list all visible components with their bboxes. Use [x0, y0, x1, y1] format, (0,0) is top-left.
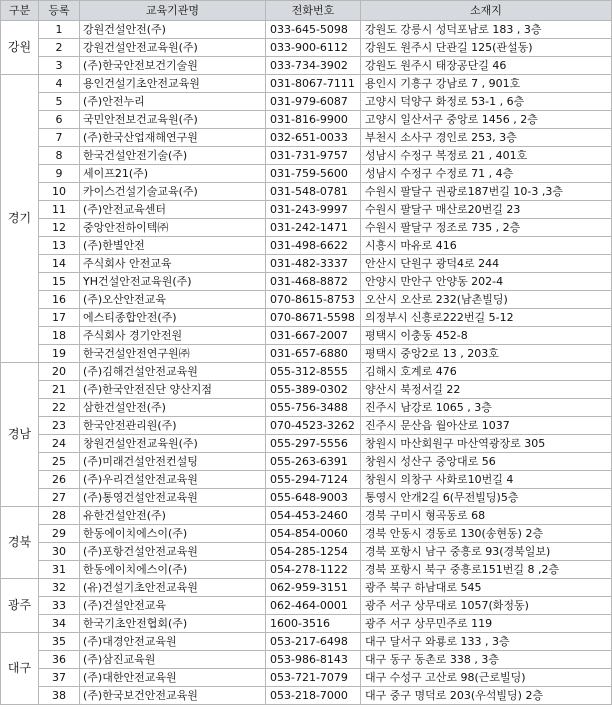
table-row	[1, 561, 612, 579]
region-cell: 경남	[1, 363, 39, 507]
institution-name-cell: 삼한건설안전(주)	[80, 399, 266, 417]
registration-no-cell: 16	[39, 291, 80, 309]
address-cell: 대구 수성구 고산로 98(근로빌딩)	[361, 669, 612, 687]
address-cell: 강원도 강릉시 성덕포남로 183 , 3층	[361, 21, 612, 39]
phone-cell: 031-8067-7111	[266, 75, 361, 93]
table-row	[1, 309, 612, 327]
address-cell: 창원시 성산구 중앙대로 56	[361, 453, 612, 471]
address-cell: 고양시 덕양구 화정로 53-1 , 6층	[361, 93, 612, 111]
address-cell: 시흥시 마유로 416	[361, 237, 612, 255]
institution-name-cell: (주)한별안전	[80, 237, 266, 255]
registration-no-cell: 27	[39, 489, 80, 507]
institution-name-cell: YH건설안전교육원(주)	[80, 273, 266, 291]
address-cell: 창원시 의창구 사화로10번길 4	[361, 471, 612, 489]
phone-cell: 031-731-9757	[266, 147, 361, 165]
address-cell: 성남시 수정구 수정로 71 , 4층	[361, 165, 612, 183]
address-cell: 성남시 수정구 복정로 21 , 401호	[361, 147, 612, 165]
phone-cell: 033-900-6112	[266, 39, 361, 57]
institution-name-cell: 한국기초안전협회(주)	[80, 615, 266, 633]
institution-name-cell: 카이스건설기술교육(주)	[80, 183, 266, 201]
phone-cell: 031-979-6087	[266, 93, 361, 111]
phone-cell: 032-651-0033	[266, 129, 361, 147]
institution-name-cell: (주)한국안전진단 양산지점	[80, 381, 266, 399]
region-cell: 대구	[1, 633, 39, 705]
institution-name-cell: 한국건설안전기술(주)	[80, 147, 266, 165]
phone-cell: 055-648-9003	[266, 489, 361, 507]
institution-name-cell: (주)포항건설안전교육원	[80, 543, 266, 561]
institution-name-cell: (주)우리건설안전교육원	[80, 471, 266, 489]
registration-no-cell: 36	[39, 651, 80, 669]
registration-no-cell: 26	[39, 471, 80, 489]
registration-no-cell: 34	[39, 615, 80, 633]
table-row	[1, 651, 612, 669]
registration-no-cell: 28	[39, 507, 80, 525]
table-row	[1, 237, 612, 255]
table-body	[1, 21, 612, 705]
table-row	[1, 345, 612, 363]
address-cell: 의정부시 신흥로222번길 5-12	[361, 309, 612, 327]
institution-name-cell: 강원건설안전(주)	[80, 21, 266, 39]
registration-no-cell: 1	[39, 21, 80, 39]
institution-name-cell: 주식회사 경기안전원	[80, 327, 266, 345]
phone-cell: 053-986-8143	[266, 651, 361, 669]
table-row	[1, 435, 612, 453]
address-cell: 광주 서구 상무대로 1057(화정동)	[361, 597, 612, 615]
table-row	[1, 219, 612, 237]
institution-name-cell: 주식회사 안전교육	[80, 255, 266, 273]
address-cell: 부천시 소사구 경인로 253, 3층	[361, 129, 612, 147]
table-row	[1, 165, 612, 183]
registration-no-cell: 7	[39, 129, 80, 147]
phone-cell: 031-243-9997	[266, 201, 361, 219]
registration-no-cell: 6	[39, 111, 80, 129]
phone-cell: 055-312-8555	[266, 363, 361, 381]
phone-cell: 054-854-0060	[266, 525, 361, 543]
registration-no-cell: 13	[39, 237, 80, 255]
table-row	[1, 75, 612, 93]
institution-name-cell: (주)삼진교육원	[80, 651, 266, 669]
table-row	[1, 507, 612, 525]
address-cell: 안산시 단원구 광덕4로 244	[361, 255, 612, 273]
institution-name-cell: (주)대경안전교육원	[80, 633, 266, 651]
registration-no-cell: 32	[39, 579, 80, 597]
region-cell: 강원	[1, 21, 39, 75]
registration-no-cell: 9	[39, 165, 80, 183]
region-cell: 경기	[1, 75, 39, 363]
address-cell: 양산시 북정서길 22	[361, 381, 612, 399]
address-cell: 용인시 기흥구 강남로 7 , 901호	[361, 75, 612, 93]
header-region: 구분	[1, 1, 39, 21]
institution-name-cell: 한동에이치에스이(주)	[80, 561, 266, 579]
registration-no-cell: 25	[39, 453, 80, 471]
phone-cell: 053-217-6498	[266, 633, 361, 651]
institution-name-cell: 국민안전보건교육원(주)	[80, 111, 266, 129]
table-row	[1, 417, 612, 435]
registration-no-cell: 33	[39, 597, 80, 615]
address-cell: 경북 포항시 남구 중흥로 93(경북일보)	[361, 543, 612, 561]
registration-no-cell: 15	[39, 273, 80, 291]
institution-name-cell: (주)한국보건안전교육원	[80, 687, 266, 705]
institution-name-cell: (주)오산안전교육	[80, 291, 266, 309]
table-row	[1, 201, 612, 219]
phone-cell: 031-242-1471	[266, 219, 361, 237]
phone-cell: 054-285-1254	[266, 543, 361, 561]
registration-no-cell: 10	[39, 183, 80, 201]
phone-cell: 053-218-7000	[266, 687, 361, 705]
address-cell: 진주시 문산읍 월아산로 1037	[361, 417, 612, 435]
region-cell: 경북	[1, 507, 39, 579]
phone-cell: 070-8615-8753	[266, 291, 361, 309]
address-cell: 강원도 원주시 태장공단길 46	[361, 57, 612, 75]
address-cell: 안양시 만안구 안양동 202-4	[361, 273, 612, 291]
registration-no-cell: 3	[39, 57, 80, 75]
address-cell: 김해시 호계로 476	[361, 363, 612, 381]
address-cell: 경북 포항시 북구 중흥로151번길 8 ,2층	[361, 561, 612, 579]
phone-cell: 031-657-6880	[266, 345, 361, 363]
table-row	[1, 633, 612, 651]
table-row	[1, 453, 612, 471]
phone-cell: 070-8671-5598	[266, 309, 361, 327]
registration-no-cell: 18	[39, 327, 80, 345]
phone-cell: 031-548-0781	[266, 183, 361, 201]
phone-cell: 055-294-7124	[266, 471, 361, 489]
institution-name-cell: (유)건설기초안전교육원	[80, 579, 266, 597]
phone-cell: 054-453-2460	[266, 507, 361, 525]
phone-cell: 053-721-7079	[266, 669, 361, 687]
institution-name-cell: (주)안전누리	[80, 93, 266, 111]
table-row	[1, 129, 612, 147]
registration-no-cell: 12	[39, 219, 80, 237]
table-row	[1, 183, 612, 201]
registration-no-cell: 11	[39, 201, 80, 219]
registration-no-cell: 35	[39, 633, 80, 651]
address-cell: 수원시 팔달구 권광로187번길 10-3 ,3층	[361, 183, 612, 201]
table-row	[1, 399, 612, 417]
phone-cell: 070-4523-3262	[266, 417, 361, 435]
registration-no-cell: 37	[39, 669, 80, 687]
registration-no-cell: 4	[39, 75, 80, 93]
institution-name-cell: 용인건설기초안전교육원	[80, 75, 266, 93]
phone-cell: 062-464-0001	[266, 597, 361, 615]
registration-no-cell: 2	[39, 39, 80, 57]
table-row	[1, 669, 612, 687]
header-registration-no: 등록	[39, 1, 80, 21]
address-cell: 고양시 일산서구 중앙로 1456 , 2층	[361, 111, 612, 129]
registration-no-cell: 5	[39, 93, 80, 111]
registration-no-cell: 8	[39, 147, 80, 165]
address-cell: 대구 동구 동촌로 338 , 3층	[361, 651, 612, 669]
institution-name-cell: 유한건설안전(주)	[80, 507, 266, 525]
registration-no-cell: 19	[39, 345, 80, 363]
table-row	[1, 273, 612, 291]
address-cell: 수원시 팔달구 매산로20번길 23	[361, 201, 612, 219]
address-cell: 대구 중구 명덕로 203(우석빌딩) 2층	[361, 687, 612, 705]
registration-no-cell: 21	[39, 381, 80, 399]
institution-name-cell: 한국안전관리원(주)	[80, 417, 266, 435]
region-cell: 광주	[1, 579, 39, 633]
header-phone: 전화번호	[266, 1, 361, 21]
institution-name-cell: 강원건설안전교육원(주)	[80, 39, 266, 57]
institution-name-cell: 창원건설안전교육원(주)	[80, 435, 266, 453]
table-row	[1, 525, 612, 543]
table-row	[1, 579, 612, 597]
registration-no-cell: 14	[39, 255, 80, 273]
phone-cell: 062-959-3151	[266, 579, 361, 597]
table-row	[1, 489, 612, 507]
table-row	[1, 21, 612, 39]
address-cell: 평택시 이충동 452-8	[361, 327, 612, 345]
institution-name-cell: (주)대한안전교육원	[80, 669, 266, 687]
table-row	[1, 597, 612, 615]
address-cell: 진주시 남강로 1065 , 3층	[361, 399, 612, 417]
phone-cell: 031-498-6622	[266, 237, 361, 255]
institution-name-cell: (주)미래건설안전컨설팅	[80, 453, 266, 471]
address-cell: 경북 안동시 경동로 130(송현동) 2층	[361, 525, 612, 543]
registration-no-cell: 31	[39, 561, 80, 579]
institution-name-cell: (주)건설안전교육	[80, 597, 266, 615]
institution-name-cell: (주)한국산업재해연구원	[80, 129, 266, 147]
registration-no-cell: 30	[39, 543, 80, 561]
table-row	[1, 615, 612, 633]
address-cell: 대구 달서구 와룡로 133 , 3층	[361, 633, 612, 651]
registration-no-cell: 29	[39, 525, 80, 543]
phone-cell: 031-816-9900	[266, 111, 361, 129]
institution-name-cell: 중앙안전하이텍㈜	[80, 219, 266, 237]
registration-no-cell: 24	[39, 435, 80, 453]
institution-name-cell: 한국건설안전연구원㈜	[80, 345, 266, 363]
phone-cell: 055-263-6391	[266, 453, 361, 471]
table-row	[1, 363, 612, 381]
table-row	[1, 147, 612, 165]
table-row	[1, 255, 612, 273]
table-row	[1, 291, 612, 309]
table-row	[1, 471, 612, 489]
address-cell: 경북 구미시 형곡동로 68	[361, 507, 612, 525]
phone-cell: 031-667-2007	[266, 327, 361, 345]
address-cell: 강원도 원주시 단관길 125(관설동)	[361, 39, 612, 57]
header-address: 소재지	[361, 1, 612, 21]
table-row	[1, 39, 612, 57]
institution-name-cell: (주)통영건설안전교육원	[80, 489, 266, 507]
institution-name-cell: 한동에이치에스이(주)	[80, 525, 266, 543]
registration-no-cell: 23	[39, 417, 80, 435]
table-row	[1, 327, 612, 345]
table-row	[1, 543, 612, 561]
header-institution-name: 교육기관명	[80, 1, 266, 21]
address-cell: 통영시 안개2길 6(무전빌딩)5층	[361, 489, 612, 507]
address-cell: 수원시 팔달구 정조로 735 , 2층	[361, 219, 612, 237]
registration-no-cell: 17	[39, 309, 80, 327]
phone-cell: 031-468-8872	[266, 273, 361, 291]
address-cell: 오산시 오산로 232(남촌빌딩)	[361, 291, 612, 309]
phone-cell: 033-734-3902	[266, 57, 361, 75]
phone-cell: 031-482-3337	[266, 255, 361, 273]
phone-cell: 1600-3516	[266, 615, 361, 633]
address-cell: 평택시 중앙2로 13 , 203호	[361, 345, 612, 363]
registration-no-cell: 22	[39, 399, 80, 417]
phone-cell: 054-278-1122	[266, 561, 361, 579]
institution-name-cell: 세이프21(주)	[80, 165, 266, 183]
address-cell: 창원시 마산회원구 마산역광장로 305	[361, 435, 612, 453]
address-cell: 광주 북구 하남대로 545	[361, 579, 612, 597]
institution-name-cell: (주)한국안전보건기술원	[80, 57, 266, 75]
address-cell: 광주 서구 상무민주로 119	[361, 615, 612, 633]
institution-name-cell: (주)김해건설안전교육원	[80, 363, 266, 381]
phone-cell: 055-756-3488	[266, 399, 361, 417]
phone-cell: 055-389-0302	[266, 381, 361, 399]
phone-cell: 055-297-5556	[266, 435, 361, 453]
table-row	[1, 57, 612, 75]
registration-no-cell: 38	[39, 687, 80, 705]
institution-name-cell: (주)안전교육센터	[80, 201, 266, 219]
table-row	[1, 381, 612, 399]
table-row	[1, 687, 612, 705]
phone-cell: 033-645-5098	[266, 21, 361, 39]
phone-cell: 031-759-5600	[266, 165, 361, 183]
table-row	[1, 93, 612, 111]
table-row	[1, 111, 612, 129]
institution-name-cell: 에스티종합안전(주)	[80, 309, 266, 327]
table-header-row	[1, 1, 612, 21]
registration-no-cell: 20	[39, 363, 80, 381]
